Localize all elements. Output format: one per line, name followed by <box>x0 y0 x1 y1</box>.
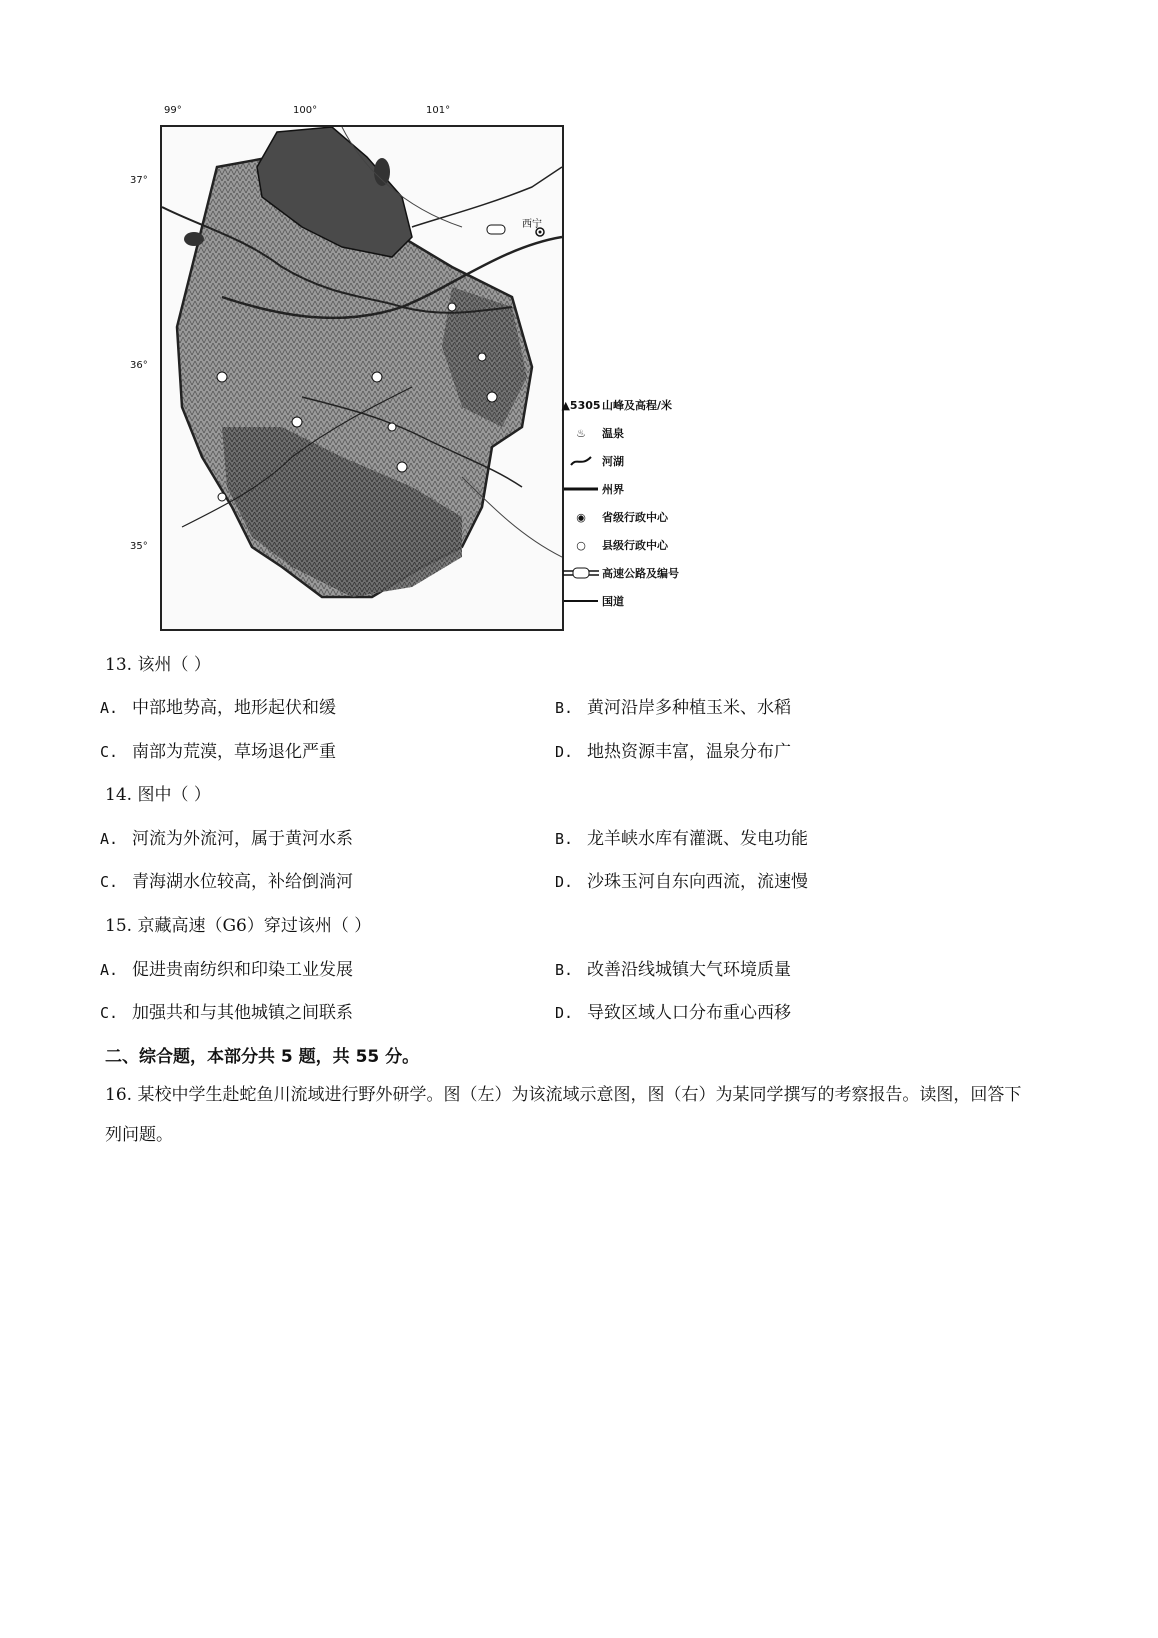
legend-label: 县级行政中心 <box>602 539 668 552</box>
provincial-center-icon: ◉ <box>576 510 586 524</box>
question-13-stem: 13. 该州（ ） <box>105 655 211 675</box>
hot-spring-marker <box>372 372 382 382</box>
map-frame <box>160 125 564 631</box>
longitude-label: 101° <box>426 105 451 116</box>
river <box>412 167 562 227</box>
latitude-label: 35° <box>130 541 148 552</box>
legend-label: 河湖 <box>602 455 624 468</box>
question-13-option-a: A. 中部地势高，地形起伏和缓 <box>100 698 336 718</box>
hot-spring-icon: ♨ <box>576 426 586 440</box>
map-graphic <box>162 127 562 629</box>
legend-row <box>560 563 679 583</box>
question-13-option-d: D. 地热资源丰富，温泉分布广 <box>555 742 791 762</box>
county-center-marker <box>448 303 456 311</box>
county-center-icon: ○ <box>576 538 586 552</box>
legend-row <box>560 451 624 471</box>
hot-spring-marker <box>397 462 407 472</box>
legend-label: 国道 <box>602 595 624 608</box>
question-14-option-d: D. 沙珠玉河自东向西流，流速慢 <box>555 872 808 892</box>
question-14-option-a: A. 河流为外流河，属于黄河水系 <box>100 829 353 849</box>
legend-label: 省级行政中心 <box>602 511 668 524</box>
question-14-option-c: C. 青海湖水位较高，补给倒淌河 <box>100 872 353 892</box>
hot-spring-marker <box>487 392 497 402</box>
county-center-marker <box>218 493 226 501</box>
legend-row <box>560 507 668 527</box>
question-15-option-b: B. 改善沿线城镇大气环境质量 <box>555 960 791 980</box>
longitude-label: 99° <box>164 105 182 116</box>
legend-label: 州界 <box>602 483 624 496</box>
question-14-stem: 14. 图中（ ） <box>105 785 211 805</box>
expressway-icon <box>560 567 602 579</box>
peak-triangle-icon: ▲5305 <box>561 398 601 412</box>
question-13-option-c: C. 南部为荒漠，草场退化严重 <box>100 742 336 762</box>
question-15-stem: 15. 京藏高速（G6）穿过该州（ ） <box>105 916 372 936</box>
legend-row <box>560 395 672 415</box>
legend-row <box>560 423 624 443</box>
question-13-option-b: B. 黄河沿岸多种植玉米、水稻 <box>555 698 791 718</box>
legend-row <box>560 591 624 611</box>
legend-row <box>560 535 668 555</box>
topographic-map <box>130 105 710 650</box>
question-15-option-c: C. 加强共和与其他城镇之间联系 <box>100 1003 353 1023</box>
hot-spring-marker <box>292 417 302 427</box>
prefecture-boundary-icon <box>560 486 602 492</box>
question-15-option-d: D. 导致区域人口分布重心西移 <box>555 1003 791 1023</box>
question-16-text: 16. 某校中学生赴蛇鱼川流域进行野外研学。图（左）为该流域示意图，图（右）为某同学撰写的考察报告。读图，回答下列问题。 <box>105 1085 1022 1145</box>
river-lake-icon <box>560 453 602 469</box>
legend-label: 温泉 <box>602 427 624 440</box>
county-center-marker <box>478 353 486 361</box>
latitude-label: 36° <box>130 360 148 371</box>
county-center-marker <box>388 423 396 431</box>
legend-row <box>560 479 624 499</box>
hot-spring-marker <box>217 372 227 382</box>
legend-label: 高速公路及编号 <box>602 567 679 580</box>
small-lake <box>184 232 204 246</box>
question-14-option-b: B. 龙羊峡水库有灌溉、发电功能 <box>555 829 808 849</box>
expressway-badge <box>487 225 505 234</box>
small-lake <box>374 158 390 186</box>
longitude-label: 100° <box>293 105 318 116</box>
question-15-option-a: A. 促进贵南纺织和印染工业发展 <box>100 960 353 980</box>
legend-label: 山峰及高程/米 <box>602 399 673 412</box>
national-road-icon <box>560 598 602 604</box>
latitude-label: 37° <box>130 175 148 186</box>
place-label-xining: 西宁 <box>522 219 542 230</box>
section-title: 二、综合题，本部分共 5 题，共 55 分。 <box>105 1047 420 1067</box>
